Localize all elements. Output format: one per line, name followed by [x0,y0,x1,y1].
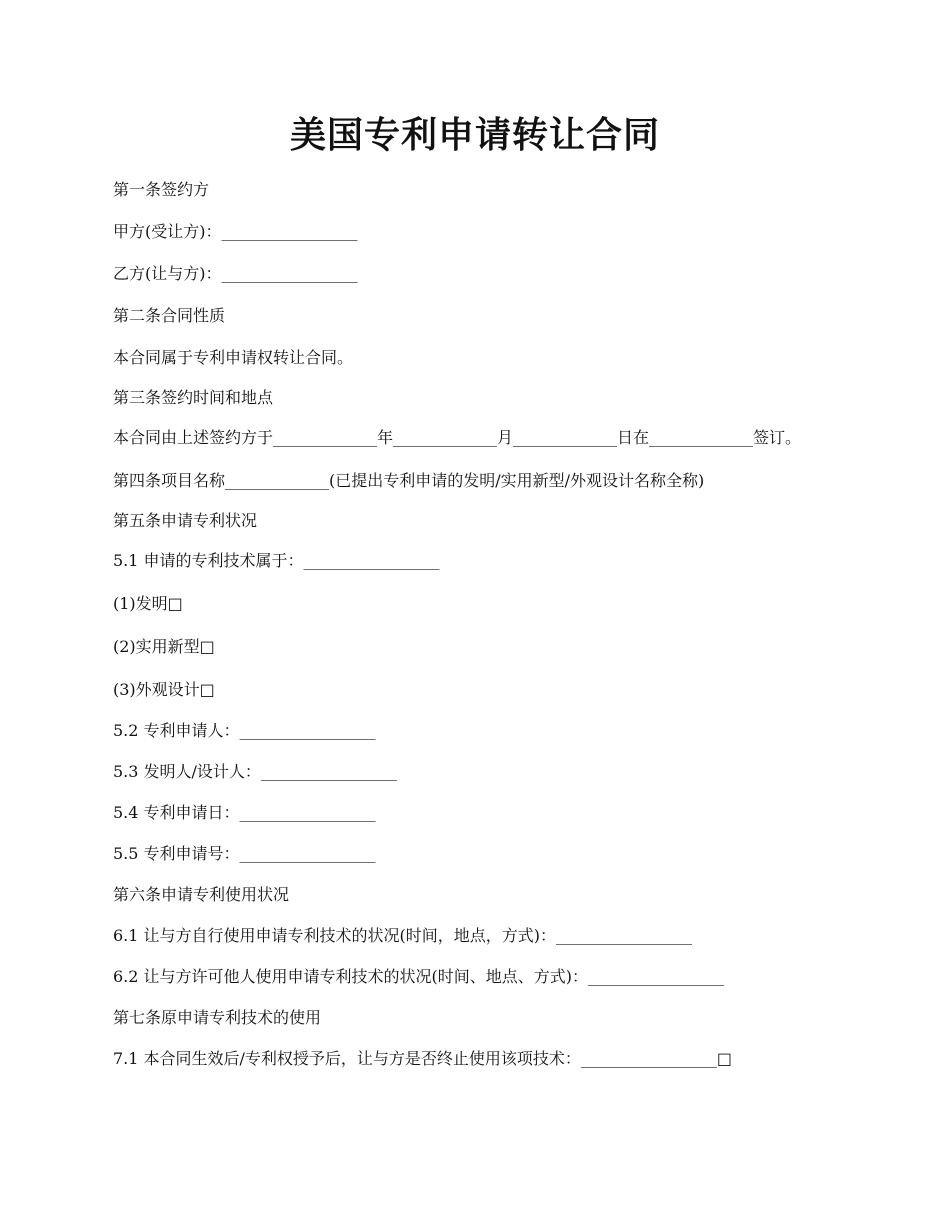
document-title: 美国专利申请转让合同 [289,114,660,156]
section-heading-3: 第三条签约时间和地点 [113,388,274,407]
section-heading-6: 第六条申请专利使用状况 [113,885,290,904]
contract-nature-line: 本合同属于专利申请权转让合同。 [113,348,354,367]
application-number-line: 5.5 专利申请号：_________________ [113,844,376,863]
option-design: (3)外观设计□ [113,680,215,699]
signing-time-place-line: 本合同由上述签约方于_____________年_____________月_____________日在_____________签订。 [113,428,802,447]
section-heading-1: 第一条签约方 [113,180,210,199]
application-date-line: 5.4 专利申请日：_________________ [113,803,376,822]
party-a-line: 甲方(受让方)：_________________ [113,222,358,241]
party-b-line: 乙方(让与方)：_________________ [113,264,358,283]
self-use-line: 6.1 让与方自行使用申请专利技术的状况(时间，地点，方式)：_________________ [113,926,693,945]
document-body [113,178,843,1071]
section-heading-4: 第四条项目名称_____________(已提出专利申请的发明/实用新型/外观设计名称全称) [113,471,705,490]
license-use-line: 6.2 让与方许可他人使用申请专利技术的状况(时间、地点、方式)：_________________ [113,967,725,986]
section-heading-7: 第七条原申请专利技术的使用 [113,1008,322,1027]
section-heading-5: 第五条申请专利状况 [113,511,258,530]
patent-type-line: 5.1 申请的专利技术属于：_________________ [113,551,440,570]
termination-use-line: 7.1 本合同生效后/专利权授予后，让与方是否终止使用该项技术：_________________□ [113,1049,733,1068]
option-utility-model: (2)实用新型□ [113,637,215,656]
section-heading-2: 第二条合同性质 [113,306,226,325]
inventor-line: 5.3 发明人/设计人：_________________ [113,762,397,781]
applicant-line: 5.2 专利申请人：_________________ [113,721,376,740]
option-invention: (1)发明□ [113,594,183,613]
